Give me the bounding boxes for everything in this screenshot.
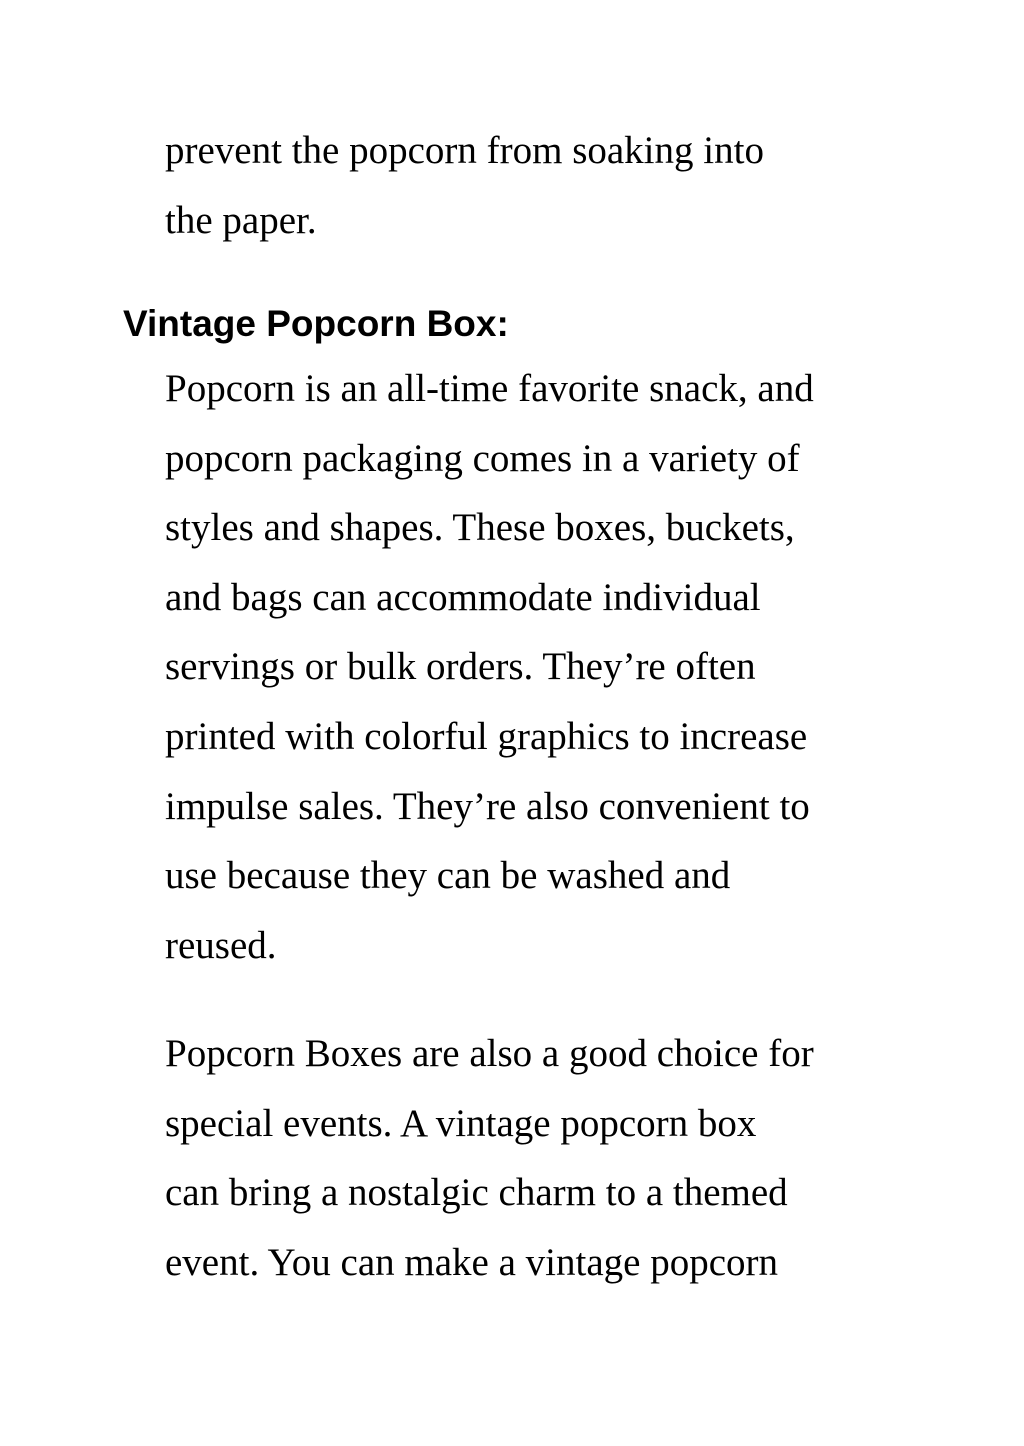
body-paragraph-1 — [165, 354, 885, 980]
section-heading: Vintage Popcorn Box: — [123, 303, 509, 344]
text-line: and bags can accommodate individual — [165, 575, 761, 619]
text-line: event. You can make a vintage popcorn — [165, 1240, 778, 1284]
text-line: special events. A vintage popcorn box — [165, 1101, 757, 1145]
text-line: Popcorn Boxes are also a good choice for — [165, 1032, 814, 1075]
text-line: printed with colorful graphics to increase — [165, 714, 808, 758]
text-line: servings or bulk orders. They’re often — [165, 645, 756, 689]
intro-paragraph — [165, 116, 885, 255]
text-line: the paper. — [165, 198, 317, 242]
text-line: styles and shapes. These boxes, buckets, — [165, 506, 795, 550]
text-line: prevent the popcorn from soaking into — [165, 129, 764, 172]
text-line: use because they can be washed and — [165, 854, 731, 898]
text-line: reused. — [165, 923, 277, 967]
text-line: impulse sales. They’re also convenient to — [165, 784, 810, 828]
text-line: can bring a nostalgic charm to a themed — [165, 1171, 788, 1215]
text-line: Popcorn is an all-time favorite snack, and — [165, 367, 814, 410]
text-line: popcorn packaging comes in a variety of — [165, 436, 800, 480]
body-paragraph-2 — [165, 1019, 885, 1297]
